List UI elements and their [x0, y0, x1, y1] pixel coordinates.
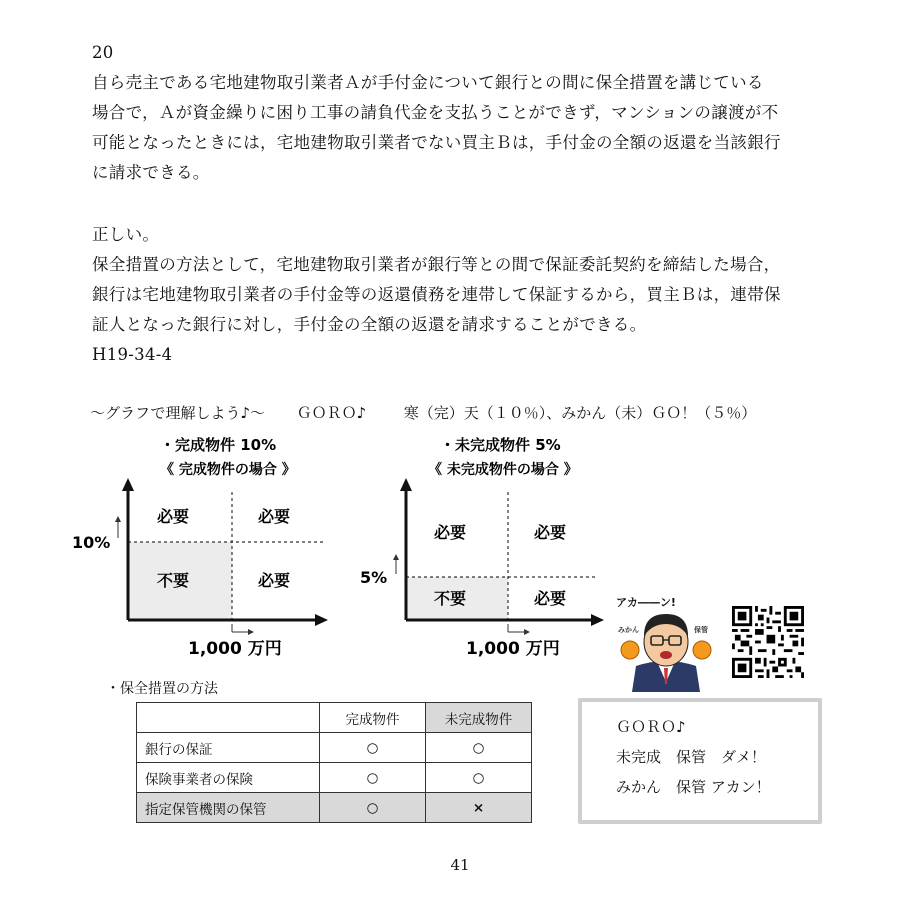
header-uncompleted: 未完成物件: [426, 703, 532, 733]
cell-top-right: 必要: [258, 507, 291, 526]
table-row: [137, 793, 532, 823]
table-row: [137, 733, 532, 763]
table-header-row: [137, 703, 532, 733]
explanation-line: 銀行は宅地建物取引業者の手付金等の返還債務を連帯して保証するから，買主Ｂは，連帯保: [92, 285, 781, 304]
cell-top-right: 必要: [534, 523, 567, 542]
question-line: 自ら売主である宅地建物取引業者Ａが手付金について銀行との間に保全措置を講じている: [92, 73, 764, 92]
y-axis-arrow-icon: [400, 478, 412, 491]
mnemonic-goro: ＧＯＲＯ♪: [296, 404, 367, 422]
up-arrow-icon: [393, 554, 399, 560]
explanation-line: 保全措置の方法として，宅地建物取引業者が銀行等との間で保証委託契約を締結した場合，: [92, 255, 781, 274]
orange-icon: [621, 641, 639, 659]
qr-code[interactable]: [732, 606, 804, 678]
y-axis-arrow-icon: [122, 478, 134, 491]
answer-explanation: [92, 250, 822, 340]
completed-cell: ○: [320, 763, 426, 793]
table-row: [137, 763, 532, 793]
right-arrow-icon: [248, 629, 254, 635]
goro-line: みかん 保管 アカン！: [616, 778, 771, 796]
question-text: [92, 68, 822, 188]
header-completed: 完成物件: [320, 703, 426, 733]
mnemonic-rule: 寒（完）天（１０％）、みかん（未）ＧＯ！（５％）: [403, 404, 757, 422]
cell-bottom-right: 必要: [534, 589, 567, 608]
mascot-mouth: [660, 651, 672, 659]
chart-title: ・完成物件 10%: [160, 436, 277, 454]
method-cell: 指定保管機関の保管: [137, 793, 320, 823]
x-threshold-label: 1,000 万円: [188, 639, 282, 659]
cell-bottom-right: 必要: [258, 571, 291, 590]
table-caption: ・保全措置の方法: [106, 681, 218, 697]
x-threshold-label: 1,000 万円: [466, 639, 560, 659]
chart-subtitle: 《 完成物件の場合 》: [160, 462, 296, 478]
method-cell: 保険事業者の保険: [137, 763, 320, 793]
goro-title: ＧＯＲＯ♪: [616, 718, 686, 736]
uncompleted-property-chart: [348, 428, 618, 664]
mascot-illustration: [614, 592, 718, 692]
up-arrow-icon: [115, 516, 121, 522]
mascot-left-tag: みかん: [618, 626, 639, 634]
cell-bottom-left: 不要: [157, 571, 190, 590]
uncompleted-cell: ○: [426, 763, 532, 793]
methods-table: [136, 702, 532, 823]
cell-bottom-left: 不要: [434, 589, 467, 608]
chart-subtitle: 《 未完成物件の場合 》: [428, 462, 578, 478]
goro-box: [578, 698, 822, 824]
explanation-line: 証人となった銀行に対し，手付金の全額の返還を請求することができる。: [92, 315, 647, 334]
goro-line: 未完成 保管 ダメ！: [616, 748, 767, 766]
method-cell: 銀行の保証: [137, 733, 320, 763]
page-number: 41: [450, 856, 470, 874]
answer-verdict: 正しい。: [92, 225, 160, 244]
source-code: H19-34-4: [92, 345, 173, 364]
mnemonic-header: [90, 402, 756, 423]
mnemonic-title: ～グラフで理解しよう♪～: [90, 404, 266, 422]
x-axis-arrow-icon: [315, 614, 328, 626]
y-threshold-label: 10%: [72, 533, 111, 552]
right-arrow-icon: [524, 629, 530, 635]
question-line: 場合で，Ａが資金繰りに困り工事の請負代金を支払うことができず，マンションの譲渡が不: [92, 103, 779, 122]
chart-title: ・未完成物件 5%: [440, 436, 561, 454]
orange-icon: [693, 641, 711, 659]
question-line: 可能となったときには，宅地建物取引業者でない買主Ｂは，手付金の全額の返還を当該銀行: [92, 133, 781, 152]
x-axis-arrow-icon: [591, 614, 604, 626]
cell-top-left: 必要: [157, 507, 190, 526]
y-threshold-label: 5%: [360, 568, 388, 587]
question-line: に請求できる。: [92, 163, 210, 182]
uncompleted-cell: ×: [426, 793, 532, 823]
header-cell-empty: [137, 703, 320, 733]
question-number: 20: [92, 43, 114, 62]
mascot-speech: アカ――ン!: [616, 596, 676, 609]
completed-cell: ○: [320, 793, 426, 823]
completed-cell: ○: [320, 733, 426, 763]
completed-property-chart: [60, 428, 350, 664]
mascot-right-tag: 保管: [694, 626, 708, 634]
uncompleted-cell: ○: [426, 733, 532, 763]
cell-top-left: 必要: [434, 523, 467, 542]
